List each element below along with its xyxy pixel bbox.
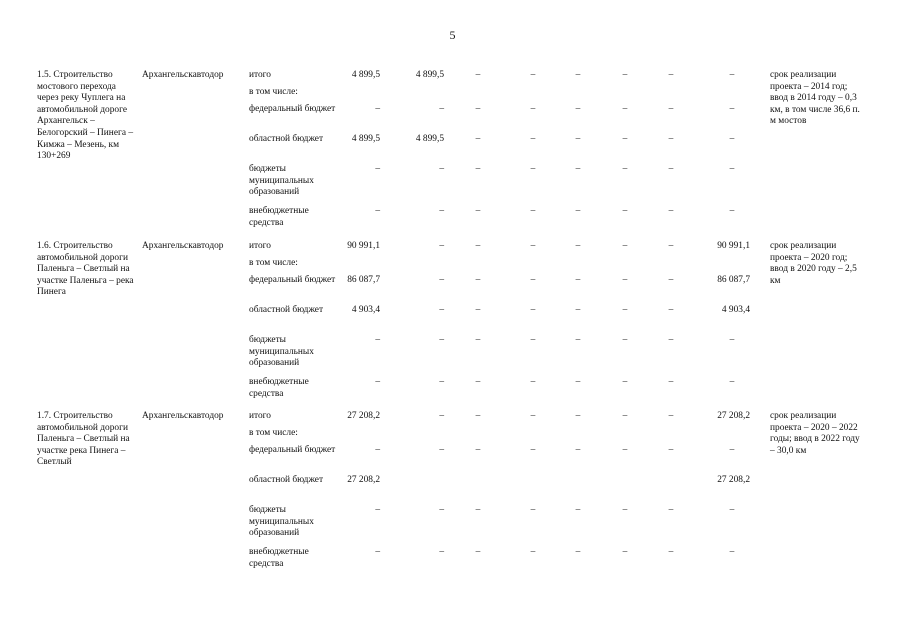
funding-source-label: областной бюджет xyxy=(249,305,324,315)
amount-total-cell: 90 991,1 xyxy=(347,241,380,251)
amount-year-cell: – xyxy=(668,547,674,557)
executor-name: Архангельскавтодор xyxy=(142,241,224,251)
amount-year-cell: 27 208,2 xyxy=(717,411,750,421)
amount-year-cell: – xyxy=(439,241,444,251)
amount-year-cell: – xyxy=(668,104,674,114)
amount-year-cell: – xyxy=(475,411,481,421)
amount-year-cell: – xyxy=(530,377,536,387)
amount-total-cell: 4 903,4 xyxy=(351,305,380,315)
amount-total-cell: – xyxy=(375,104,380,114)
amount-year-cell: – xyxy=(475,104,481,114)
amount-total-cell: – xyxy=(375,335,380,345)
funding-source-label: бюджеты муниципальных образований xyxy=(249,335,314,369)
amount-year-cell: – xyxy=(622,411,628,421)
amount-year-cell: – xyxy=(575,241,581,251)
project-name: 1.7. Строительство автомобильной дороги Паленьга – Светлый на участке река Пинега – Светлый xyxy=(37,411,130,468)
funding-source-label: в том числе: xyxy=(249,258,298,268)
amount-year-cell: – xyxy=(530,206,536,216)
amount-year-cell: – xyxy=(475,377,481,387)
amount-year-cell: – xyxy=(475,547,481,557)
funding-source-label: бюджеты муниципальных образований xyxy=(249,164,314,198)
amount-year-cell: – xyxy=(475,70,481,80)
amount-year-cell: – xyxy=(668,505,674,515)
amount-year-cell: – xyxy=(729,134,735,144)
funding-source-label: итого xyxy=(249,411,271,421)
amount-year-cell: – xyxy=(729,206,735,216)
amount-year-cell: – xyxy=(575,305,581,315)
amount-year-cell: – xyxy=(439,275,444,285)
amount-year-cell: – xyxy=(530,335,536,345)
amount-year-cell: – xyxy=(668,70,674,80)
amount-year-cell: – xyxy=(622,445,628,455)
funding-source-label: федеральный бюджет xyxy=(249,104,336,114)
amount-year-cell: – xyxy=(439,377,444,387)
amount-year-cell: – xyxy=(439,335,444,345)
amount-year-cell: – xyxy=(668,134,674,144)
amount-year-cell: – xyxy=(622,275,628,285)
page-number: 5 xyxy=(449,28,456,42)
amount-year-cell: – xyxy=(530,164,536,174)
amount-year-cell: – xyxy=(475,275,481,285)
amount-year-cell: – xyxy=(668,445,674,455)
amount-year-cell: – xyxy=(530,305,536,315)
amount-year-cell: – xyxy=(475,505,481,515)
amount-year-cell: – xyxy=(622,335,628,345)
amount-year-cell: – xyxy=(575,104,581,114)
amount-year-cell: – xyxy=(575,275,581,285)
amount-year-cell: – xyxy=(475,164,481,174)
amount-year-cell: – xyxy=(439,104,444,114)
amount-year-cell: – xyxy=(622,505,628,515)
amount-year-cell: – xyxy=(729,104,735,114)
amount-year-cell: – xyxy=(530,241,536,251)
amount-year-cell: – xyxy=(622,206,628,216)
amount-year-cell: – xyxy=(530,104,536,114)
amount-year-cell: – xyxy=(475,241,481,251)
amount-year-cell: – xyxy=(575,445,581,455)
funding-source-label: внебюджетные средства xyxy=(249,206,309,228)
amount-year-cell: – xyxy=(530,411,536,421)
amount-year-cell: – xyxy=(729,335,735,345)
amount-year-cell: – xyxy=(622,377,628,387)
amount-year-cell: – xyxy=(475,335,481,345)
amount-total-cell: 27 208,2 xyxy=(347,475,380,485)
amount-year-cell: 4 903,4 xyxy=(721,305,750,315)
amount-total-cell: – xyxy=(375,445,380,455)
amount-year-cell: – xyxy=(475,445,481,455)
amount-year-cell: – xyxy=(439,505,444,515)
amount-year-cell: – xyxy=(622,305,628,315)
funding-source-label: в том числе: xyxy=(249,87,298,97)
amount-year-cell: – xyxy=(530,445,536,455)
project-note: срок реализации проекта – 2020 – 2022 годы; ввод в 2022 году – 30,0 км xyxy=(770,411,860,456)
amount-year-cell: – xyxy=(530,505,536,515)
amount-year-cell: – xyxy=(668,305,674,315)
funding-source-label: федеральный бюджет xyxy=(249,445,336,455)
amount-year-cell: – xyxy=(530,547,536,557)
amount-year-cell: – xyxy=(475,206,481,216)
executor-name: Архангельскавтодор xyxy=(142,70,224,80)
amount-year-cell: – xyxy=(530,275,536,285)
amount-year-cell: 27 208,2 xyxy=(717,475,750,485)
amount-year-cell: 4 899,5 xyxy=(415,70,444,80)
amount-year-cell: – xyxy=(439,305,444,315)
amount-year-cell: 86 087,7 xyxy=(717,275,750,285)
amount-year-cell: – xyxy=(575,70,581,80)
amount-year-cell: – xyxy=(575,505,581,515)
amount-year-cell: – xyxy=(729,70,735,80)
amount-year-cell: – xyxy=(530,134,536,144)
amount-year-cell: – xyxy=(475,134,481,144)
amount-year-cell: – xyxy=(575,411,581,421)
amount-year-cell: – xyxy=(439,547,444,557)
amount-year-cell: – xyxy=(439,206,444,216)
amount-year-cell: – xyxy=(475,305,481,315)
amount-year-cell: – xyxy=(622,70,628,80)
amount-year-cell: – xyxy=(439,164,444,174)
funding-source-label: областной бюджет xyxy=(249,134,324,144)
amount-year-cell: – xyxy=(729,164,735,174)
project-note: срок реализации проекта – 2014 год; ввод в 2014 году – 0,3 км, в том числе 36,6 п. м мостов xyxy=(770,70,860,127)
amount-year-cell: – xyxy=(575,377,581,387)
amount-total-cell: 4 899,5 xyxy=(351,134,380,144)
amount-total-cell: 86 087,7 xyxy=(347,275,380,285)
funding-source-label: внебюджетные средства xyxy=(249,547,309,569)
amount-year-cell: – xyxy=(729,445,735,455)
amount-year-cell: – xyxy=(668,206,674,216)
amount-year-cell: – xyxy=(622,547,628,557)
amount-total-cell: – xyxy=(375,547,380,557)
funding-source-label: итого xyxy=(249,241,271,251)
amount-year-cell: – xyxy=(575,164,581,174)
amount-year-cell: – xyxy=(729,377,735,387)
funding-source-label: областной бюджет xyxy=(249,475,324,485)
amount-total-cell: – xyxy=(375,505,380,515)
amount-total-cell: 27 208,2 xyxy=(347,411,380,421)
funding-source-label: в том числе: xyxy=(249,428,298,438)
amount-year-cell: – xyxy=(575,134,581,144)
funding-source-label: федеральный бюджет xyxy=(249,275,336,285)
amount-year-cell: – xyxy=(575,547,581,557)
amount-year-cell: – xyxy=(439,445,444,455)
funding-source-label: итого xyxy=(249,70,271,80)
amount-year-cell: – xyxy=(575,206,581,216)
amount-year-cell: – xyxy=(729,505,735,515)
amount-total-cell: – xyxy=(375,164,380,174)
amount-total-cell: 4 899,5 xyxy=(351,70,380,80)
amount-total-cell: – xyxy=(375,377,380,387)
amount-year-cell: – xyxy=(668,275,674,285)
amount-year-cell: – xyxy=(668,335,674,345)
amount-year-cell: – xyxy=(575,335,581,345)
amount-total-cell: – xyxy=(375,206,380,216)
amount-year-cell: – xyxy=(668,411,674,421)
funding-source-label: внебюджетные средства xyxy=(249,377,309,399)
amount-year-cell: 4 899,5 xyxy=(415,134,444,144)
project-note: срок реализации проекта – 2020 год; ввод в 2020 году – 2,5 км xyxy=(770,241,857,286)
amount-year-cell: – xyxy=(729,547,735,557)
amount-year-cell: – xyxy=(668,241,674,251)
funding-source-label: бюджеты муниципальных образований xyxy=(249,505,314,539)
amount-year-cell: – xyxy=(622,164,628,174)
amount-year-cell: – xyxy=(530,70,536,80)
executor-name: Архангельскавтодор xyxy=(142,411,224,421)
amount-year-cell: 90 991,1 xyxy=(717,241,750,251)
project-name: 1.6. Строительство автомобильной дороги Паленьга – Светлый на участке Паленьга – река Пинега xyxy=(37,241,134,298)
amount-year-cell: – xyxy=(622,241,628,251)
amount-year-cell: – xyxy=(668,377,674,387)
project-name: 1.5. Строительство мостового перехода через реку Чуплега на автомобильной дороге Архангельск – Белогорский – Пинега – Кимжа – Мезень, км 130+269 xyxy=(37,70,134,162)
amount-year-cell: – xyxy=(668,164,674,174)
amount-year-cell: – xyxy=(439,411,444,421)
amount-year-cell: – xyxy=(622,134,628,144)
amount-year-cell: – xyxy=(622,104,628,114)
